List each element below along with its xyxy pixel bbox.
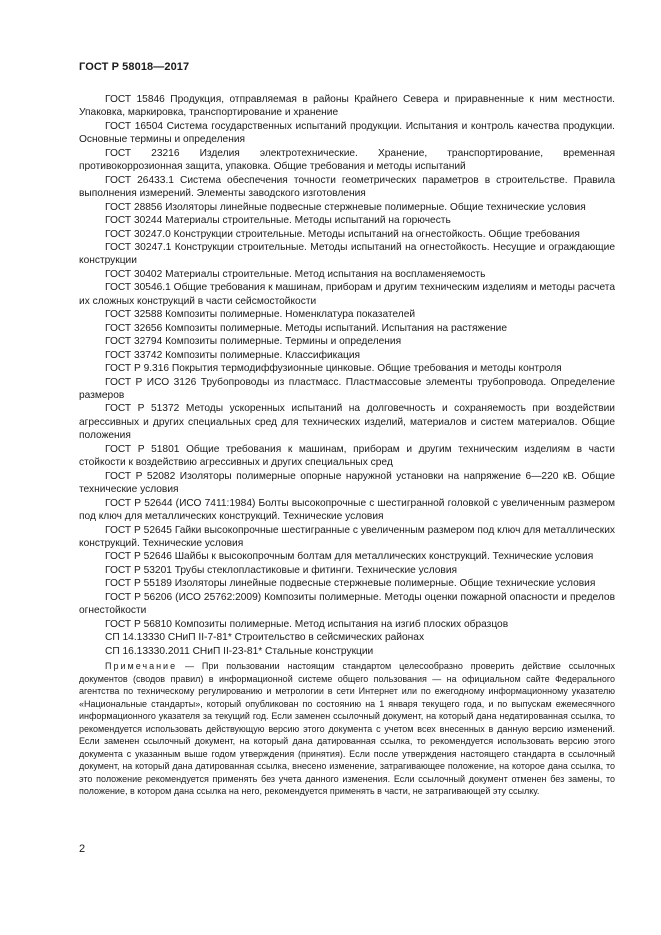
reference-item: ГОСТ 32794 Композиты полимерные. Термины и определения (105, 336, 402, 348)
reference-item: ГОСТ Р 9.316 Покрытия термодиффузионные цинковые. Общие требования и методы контроля (105, 363, 562, 375)
reference-item: ГОСТ 32588 Композиты полимерные. Номенклатура показателей (105, 309, 416, 321)
reference-item: ГОСТ 30546.1 Общие требования к машинам, приборам и другим техническим изделиям и методы расчета их сложных конструкций в части сейсмостойкости (79, 282, 615, 307)
reference-item: ГОСТ Р 53201 Трубы стеклопластиковые и фитинги. Технические условия (105, 564, 458, 576)
page-header-standard-title: ГОСТ Р 58018—2017 (79, 61, 190, 73)
reference-item: ГОСТ 23216 Изделия электротехнические. Хранение, транспортирование, временная противокоррозионная защита, упаковка. Общие требования и методы испытаний (79, 147, 615, 173)
reference-item: ГОСТ Р 51801 Общие требования к машинам, приборам и другим техническим изделиям в части стойкости к воздействию агрессивных и других специальных сред (79, 443, 615, 469)
reference-item: ГОСТ 30244 Материалы строительные. Методы испытаний на горючесть (105, 215, 451, 227)
reference-item: ГОСТ 30247.0 Конструкции строительные. Методы испытаний на огнестойкость. Общие требования (105, 228, 580, 240)
reference-item: ГОСТ Р 52646 Шайбы к высокопрочным болтам для металлических конструкций. Технические условия (105, 551, 594, 563)
reference-item: ГОСТ 28856 Изоляторы линейные подвесные стержневые полимерные. Общие технические условия (105, 201, 586, 213)
note-label: Примечание (105, 661, 178, 672)
reference-item: ГОСТ Р ИСО 3126 Трубопроводы из пластмасс. Пластмассовые элементы трубопровода. Определение размеров (79, 376, 615, 401)
reference-item: ГОСТ 30247.1 Конструкции строительные. Методы испытаний на огнестойкость. Несущие и ограждающие конструкции (79, 241, 615, 267)
note-text: — При пользовании настоящим стандартом целесообразно проверить действие ссылочных документов (сводов правил) в информационной системе общего пользования — на официальном сайте Федерального агентства по техническому регулированию и метрологии в сети Интернет или по ежегодному информационному указателю «Национальные стандарты», который опубликован по состоянию на 1 января текущего года, и по выпускам ежемесячного информационного указателя за текущий год. Если заменен ссылочный документ, на который дана недатированная ссылка, то рекомендуется использовать действующую версию этого документа с учетом всех внесенных в данную версию изменений. Если заменен ссылочный документ, на который дана датированная ссылка, то рекомендуется использовать версию этого документа с указанным выше годом утверждения (принятия). Если после утверждения настоящего стандарта в ссылочный документ, на который дана датированная ссылка, внесено изменение, затрагивающее положение, на которое дана ссылка, то это положение рекомендуется применять без учета данного изменения. Если ссылочный документ отменен без замены, то положение, в котором дана ссылка на него, рекомендуется применять в части, не затрагивающей эту ссылку. (79, 661, 615, 797)
reference-item: СП 16.13330.2011 СНиП II-23-81* Стальные конструкции (105, 645, 374, 657)
note-paragraph (79, 660, 615, 798)
reference-item: ГОСТ Р 52644 (ИСО 7411:1984) Болты высокопрочные с шестигранной головкой с увеличенным размером под ключ для металлических конструкций. Технические условия (79, 497, 615, 523)
reference-item: ГОСТ 26433.1 Система обеспечения точности геометрических параметров в строительстве. Правила выполнения измерений. Элементы заводского изготовления (79, 174, 615, 200)
reference-item: СП 14.13330 СНиП II-7-81* Строительство в сейсмических районах (105, 632, 425, 644)
reference-item: ГОСТ 16504 Система государственных испытаний продукции. Испытания и контроль качества продукции. Основные термины и определения (79, 120, 615, 146)
reference-item: ГОСТ Р 52082 Изоляторы полимерные опорные наружной установки на напряжение 6—220 кВ. Общие технические условия (79, 470, 615, 496)
reference-item: ГОСТ Р 51372 Методы ускоренных испытаний на долговечность и сохраняемость при воздействии агрессивных и других специальных сред для технических изделий, материалов и систем материалов. Общие положения (79, 403, 615, 442)
page-number: 2 (79, 843, 86, 855)
reference-item: ГОСТ 15846 Продукция, отправляемая в районы Крайнего Севера и приравненные к ним местности. Упаковка, маркировка, транспортирование и хранение (79, 94, 615, 119)
reference-item: ГОСТ Р 55189 Изоляторы линейные подвесные стержневые полимерные. Общие технические условия (105, 578, 596, 590)
reference-item: ГОСТ Р 52645 Гайки высокопрочные шестигранные с увеличенным размером под ключ для металлических конструкций. Технические условия (79, 524, 615, 549)
reference-item: ГОСТ Р 56206 (ИСО 25762:2009) Композиты полимерные. Методы оценки пожарной опасности и пределов огнестойкости (79, 591, 615, 617)
reference-item: ГОСТ 33742 Композиты полимерные. Классификация (105, 349, 361, 361)
reference-item: ГОСТ 32656 Композиты полимерные. Методы испытаний. Испытания на растяжение (105, 322, 508, 334)
reference-item: ГОСТ 30402 Материалы строительные. Метод испытания на воспламеняемость (105, 268, 486, 280)
normative-references (79, 93, 615, 798)
reference-item: ГОСТ Р 56810 Композиты полимерные. Метод испытания на изгиб плоских образцов (105, 618, 509, 630)
